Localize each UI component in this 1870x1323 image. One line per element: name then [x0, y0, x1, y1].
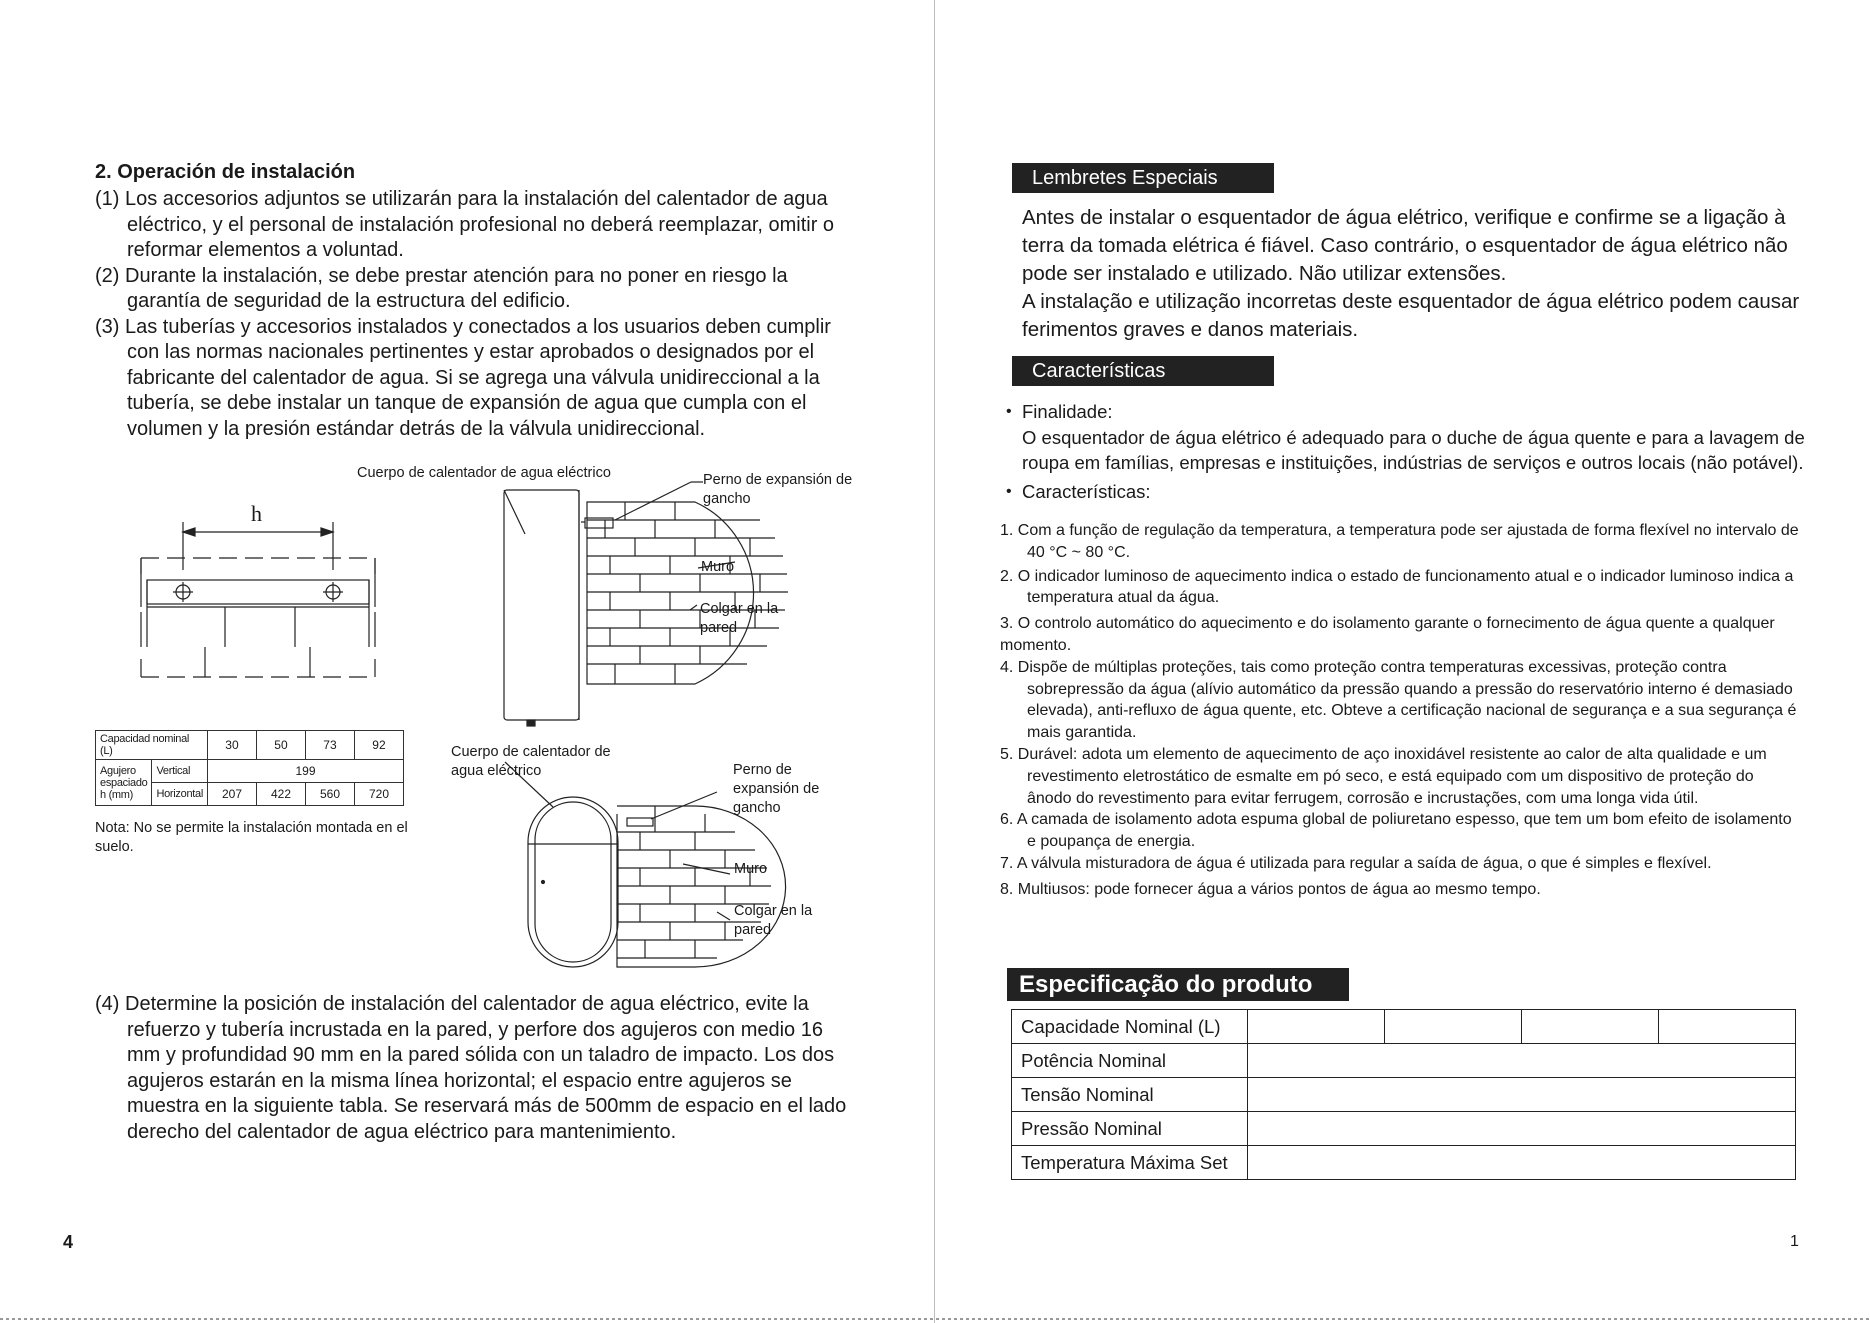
page-number-left: 4	[63, 1232, 74, 1252]
feature-item: 2. O indicador luminoso de aquecimento indica o estado de funcionamento atual e o indicador luminoso indica a temperatura atual da água.	[1000, 567, 1794, 607]
horizontal-value: 422	[256, 783, 305, 806]
hole-spacing-label: Agujero espaciado h (mm)	[96, 760, 152, 806]
spec-value-cell	[1659, 1010, 1796, 1044]
spec-value-cell	[1248, 1112, 1796, 1146]
top-hang-label: Colgar en la pared	[700, 601, 779, 636]
section-title: 2. Operación de instalación	[95, 161, 356, 183]
spec-row-label: Temperatura Máxima Set	[1012, 1146, 1248, 1180]
purpose-block	[1008, 399, 1808, 504]
capacity-cell: 30	[207, 731, 256, 760]
bottom-body-label: Cuerpo de calentador de agua eléctrico	[451, 744, 611, 779]
feature-item: 1. Com a função de regulação da temperatura, a temperatura pode ser ajustada de forma flexível no intervalo de 40 °C ~ 80 °C.	[1000, 522, 1799, 561]
vertical-label: Vertical	[152, 760, 208, 783]
product-spec-table	[1011, 1009, 1796, 1180]
spec-value-cell	[1248, 1010, 1385, 1044]
product-spec-title: Especificação do produto	[1007, 968, 1349, 1001]
h-label: h	[251, 501, 262, 526]
capacity-cell: 92	[354, 731, 403, 760]
page-divider	[934, 0, 935, 1323]
bullet-icon: •	[1006, 403, 1012, 420]
bottom-hang-label: Colgar en la pared	[734, 903, 813, 938]
bottom-bolt-label: Perno de expansión de gancho	[733, 762, 820, 816]
special-reminders-title: Lembretes Especiais	[1012, 163, 1274, 193]
spec-value-cell	[1248, 1146, 1796, 1180]
spec-row-label: Potência Nominal	[1012, 1044, 1248, 1078]
purpose-text: O esquentador de água elétrico é adequado para o duche de água quente e para a lavagem de roupa em famílias, empresas e instituições, indústrias de serviços e outros locais (não potável).	[1022, 426, 1805, 473]
bottom-wall-label: Muro	[734, 861, 768, 877]
table-row	[96, 760, 404, 783]
top-body-label: Cuerpo de calentador de agua eléctrico	[357, 465, 611, 481]
characteristics-label: Características:	[1022, 480, 1151, 502]
feature-item: 6. A camada de isolamento adota espuma global de poliuretano espesso, que tem um bom efeito de isolamento e poupança de energia.	[1000, 811, 1792, 851]
features-list	[1000, 520, 1800, 901]
vertical-value: 199	[207, 760, 403, 783]
spec-value-cell	[1385, 1010, 1522, 1044]
special-reminder-2: A instalação e utilização incorretas deste esquentador de água elétrico podem causar ferimentos graves e danos materiais.	[1022, 290, 1800, 341]
table-row	[1012, 1146, 1796, 1180]
left-page-text	[95, 160, 835, 442]
step-3: (3) Las tuberías y accesorios instalados y conectados a los usuarios deben cumplir con las normas nacionales pertinentes y estar aprobados o designados por el fabricante del calentador de agua. Si se agrega una válvula unidireccional a la tubería, se debe instalar un tanque de expansión de agua que cumpla con el volumen y la presión estándar detrás de la válvula unidireccional.	[95, 315, 831, 440]
top-wall-label: Muro	[701, 559, 735, 575]
bullet-icon: •	[1006, 482, 1012, 500]
table-row	[1012, 1112, 1796, 1146]
purpose-label: Finalidade:	[1022, 401, 1113, 422]
feature-item: 4. Dispõe de múltiplas proteções, tais como proteção contra temperaturas excessivas, proteção contra sobrepressão da água (alívio automático da pressão quando a pressão do reservatório interno é demasiado elevada), anti-refluxo de água quente, etc. Obteve a certificação nacional de segurança e a sua segurança é mais garantida.	[1000, 658, 1797, 742]
capacity-cell: 50	[256, 731, 305, 760]
feature-item: 3. O controlo automático do aquecimento e do isolamento garante o fornecimento de água quente a qualquer momento.	[1000, 615, 1775, 654]
capacity-cell: 73	[305, 731, 354, 760]
floor-mount-note: Nota: No se permite la instalación montada en el suelo.	[95, 820, 408, 855]
horizontal-label: Horizontal	[152, 783, 208, 806]
hole-spacing-table	[95, 730, 404, 806]
table-row	[96, 731, 404, 760]
horizontal-value: 720	[354, 783, 403, 806]
page-number-right: 1	[1790, 1233, 1799, 1250]
spec-value-cell	[1248, 1044, 1796, 1078]
spec-row-label: Capacidade Nominal (L)	[1012, 1010, 1248, 1044]
step-1: (1) Los accesorios adjuntos se utilizarán para la instalación del calentador de agua eléctrico, y el personal de instalación profesional no deberá reemplazar, omitir o reformar elementos a voluntad.	[95, 188, 835, 261]
step-2: (2) Durante la instalación, se debe prestar atención para no poner en riesgo la garantía de seguridad de la estructura del edificio.	[95, 264, 788, 312]
table-row	[1012, 1078, 1796, 1112]
spec-value-cell	[1522, 1010, 1659, 1044]
step-4-container	[95, 992, 855, 1145]
capacity-label: Capacidad nominal (L)	[96, 731, 208, 760]
feature-item: 7. A válvula misturadora de água é utilizada para regular a saída de água, o que é simples e flexível.	[1000, 854, 1712, 872]
spec-row-label: Pressão Nominal	[1012, 1112, 1248, 1146]
characteristics-bullet	[1008, 479, 1808, 505]
feature-item: 8. Multiusos: pode fornecer água a vários pontos de água ao mesmo tempo.	[1000, 880, 1541, 898]
spec-value-cell	[1248, 1078, 1796, 1112]
feature-item: 5. Durável: adota um elemento de aquecimento de aço inoxidável resistente ao calor de alta qualidade e um revestimento eletrostático de esmalte em pó seco, e está equipado com um dispositivo de proteção do ânodo do revestimento para evitar ferrugem, corrosão e incrustações, com uma longa vida útil.	[1000, 745, 1767, 807]
top-bolt-label: Perno de expansión de gancho	[703, 472, 853, 507]
features-title: Características	[1012, 356, 1274, 386]
spec-row-label: Tensão Nominal	[1012, 1078, 1248, 1112]
installation-figure	[95, 462, 855, 982]
horizontal-value: 207	[207, 783, 256, 806]
special-reminders-text	[1022, 204, 1812, 344]
horizontal-value: 560	[305, 783, 354, 806]
purpose-bullet	[1008, 399, 1808, 425]
bottom-rule	[0, 1318, 1870, 1320]
table-row	[1012, 1044, 1796, 1078]
table-row	[1012, 1010, 1796, 1044]
special-reminder-1: Antes de instalar o esquentador de água elétrico, verifique e confirme se a ligação à terra da tomada elétrica é fiável. Caso contrário, o esquentador de água elétrico não pode ser instalado e utilizado. Não utilizar extensões.	[1022, 206, 1788, 285]
step-4: (4) Determine la posición de instalación del calentador de agua eléctrico, evite la refuerzo y tubería incrustada en la pared, y perfore dos agujeros con medio 16 mm y profundidad 90 mm en la pared sólida con un taladro de impacto. Los dos agujeros estarán en la misma línea horizontal; el espacio entre agujeros se muestra en la siguiente tabla. Se reservará más de 500mm de espacio en el lado derecho del calentador de agua eléctrico para mantenimiento.	[95, 993, 847, 1143]
